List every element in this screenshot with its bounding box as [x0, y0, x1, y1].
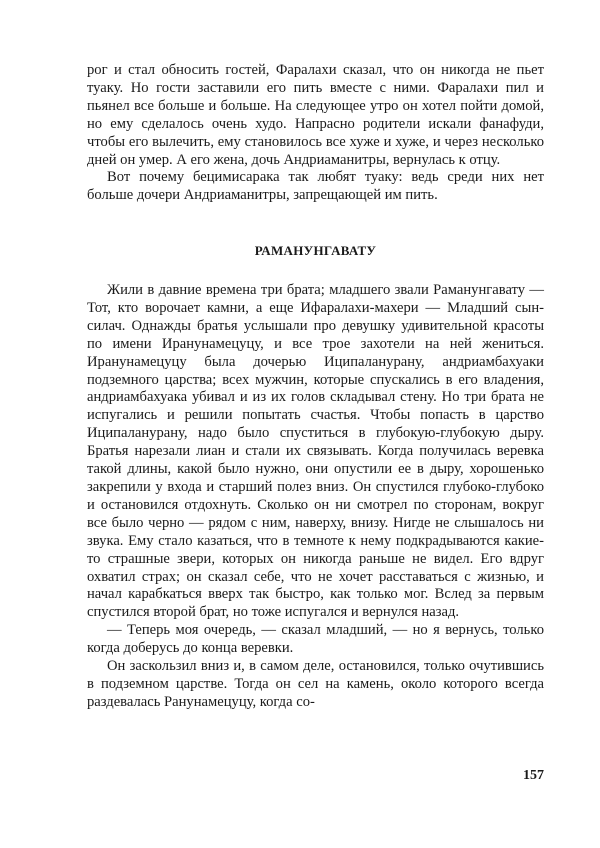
section-heading: РАМАНУНГАВАТУ: [254, 243, 377, 258]
paragraph: Вот почему бецимисарака так любят туаку: ведь среди них нет больше дочери Андриаманитры, запрещающей им пить.: [87, 169, 544, 204]
text-block-top: [87, 62, 544, 205]
paragraph: — Теперь моя очередь, — сказал младший, — но я вернусь, только когда доберусь до конца веревки.: [87, 622, 544, 657]
paragraph: Жили в давние времена три брата; младшего звали Раманунгавату — Тот, кто ворочает камни, а еще Ифаралахи-махери — Младший сын-силач. Однажды братья услышали про девушку удивительной красоты по имени Иранунамецуцу, и все трое захотели на ней жениться. Иранунамецуцу была дочерью Иципаланурану, андриамбахуаки подземного царства; всех мужчин, которые спускались в его владения, андриамбахуака убивал и из их голов складывал стену. Но три брата не испугались и решили попытать счастья. Чтобы попасть в царство Иципаланурану, надо было спуститься в глубокую-глубокую дыру. Братья нарезали лиан и стали их связывать. Когда получилась веревка такой длины, какой было нужно, они опустили ее в дыру, хорошенько закрепили у входа и старший полез вниз. Он спустился глубоко-глубоко и остановился отдохнуть. Сколько он ни смотрел по сторонам, вокруг все было черно — рядом с ним, наверху, внизу. Нигде не слышалось ни звука. Ему стало казаться, что в темноте к нему подкрадываются какие-то страшные звери, которых он никогда раньше не видел. Его вдруг охватил страх; он сказал себе, что не хочет расставаться с жизнью, и начал карабкаться вверх так быстро, как только мог. Вслед за первым спустился второй брат, но тоже испугался и вернулся назад.: [87, 282, 544, 621]
text-block-main: [87, 282, 544, 712]
paragraph: рог и стал обносить гостей, Фаралахи сказал, что он никогда не пьет туаку. Но гости заставили его пить вместе с ними. Фаралахи пил и пьянел все больше и больше. На следующее утро он хотел пойти домой, но ему сделалось очень худо. Напрасно родители искали фанафуди, чтобы его вылечить, ему становилось все хуже и хуже, и через несколько дней он умер. А его жена, дочь Андриаманитры, вернулась к отцу.: [87, 62, 544, 168]
page-number: 157: [523, 768, 544, 783]
paragraph: Он заскользил вниз и, в самом деле, остановился, только очутившись в подземном царстве. Тогда он сел на камень, около которого всегда раздевалась Ранунамецуцу, когда со-: [87, 658, 544, 710]
